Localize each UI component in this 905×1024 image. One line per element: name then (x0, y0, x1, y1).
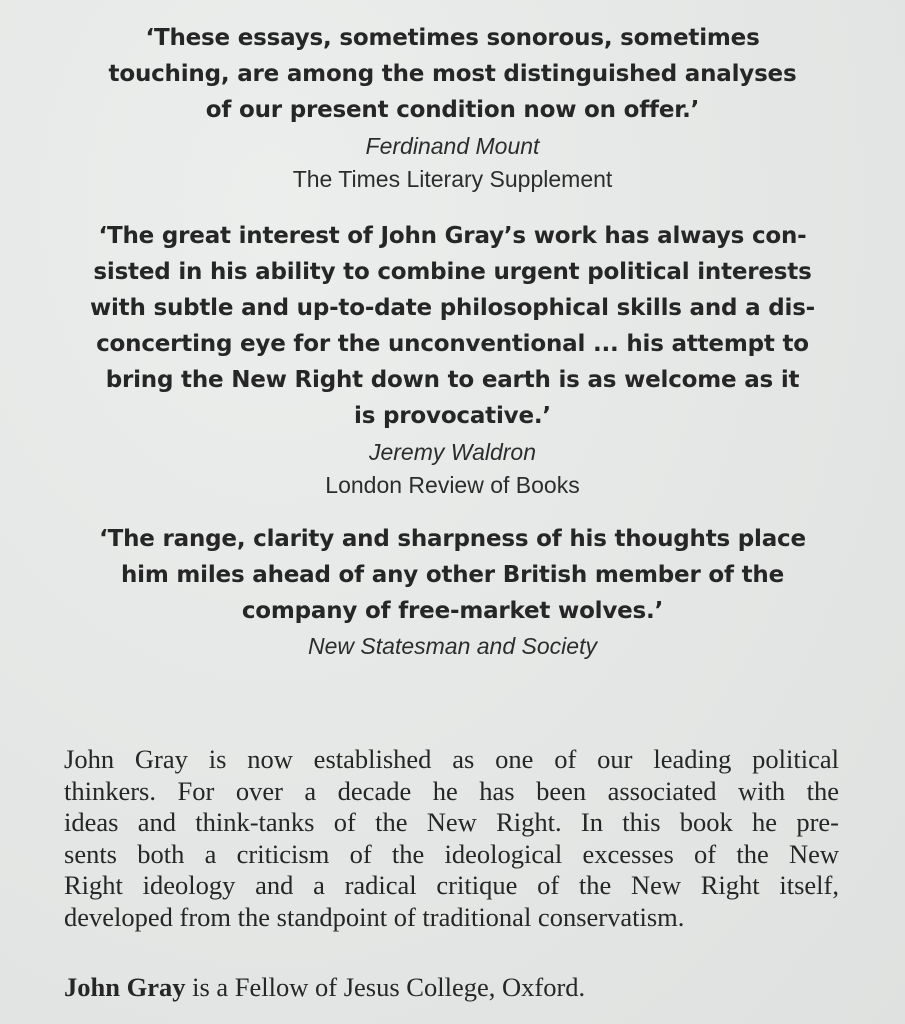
description-line: John Gray is now established as one of our leading political (64, 744, 839, 774)
description-line: developed from the standpoint of traditional conservatism. (64, 901, 685, 932)
author-bio (64, 972, 585, 1004)
review-author: Ferdinand Mount (365, 133, 540, 159)
quote-line: bring the New Right down to earth is as welcome as it (105, 367, 800, 393)
quote-line: company of free-market wolves.’ (241, 598, 664, 624)
review-publication: London Review of Books (325, 472, 580, 498)
quote-line: is provocative.’ (354, 403, 551, 429)
quote-line: touching, are among the most distinguished analyses (108, 61, 797, 87)
review-quote (40, 218, 865, 434)
quote-line: concerting eye for the unconventional ... his attempt to (96, 331, 809, 357)
quote-line: ‘The great interest of John Gray’s work has always con- (98, 223, 807, 249)
review-author: Jeremy Waldron (368, 439, 537, 465)
quote-line: ‘The range, clarity and sharpness of his thoughts place (99, 526, 806, 552)
description-line: thinkers. For over a decade he has been associated with the (64, 775, 839, 806)
review-ferdinand-mount (40, 20, 865, 196)
quote-line: sisted in his ability to combine urgent political interests (93, 259, 812, 285)
review-quote (40, 521, 865, 629)
quote-line: with subtle and up-to-date philosophical skills and a dis- (89, 295, 816, 321)
quote-line: ‘These essays, sometimes sonorous, sometimes (145, 25, 760, 51)
quote-line: of our present condition now on offer.’ (205, 97, 700, 123)
review-publication: The Times Literary Supplement (292, 166, 613, 192)
author-bio-text: is a Fellow of Jesus College, Oxford. (185, 972, 586, 1002)
review-new-statesman (40, 521, 865, 663)
book-description (64, 744, 839, 933)
review-quote (40, 20, 865, 128)
description-line: Right ideology and a radical critique of the New Right itself, (64, 870, 839, 900)
review-publication: New Statesman and Society (308, 633, 597, 659)
author-name: John Gray (64, 972, 186, 1002)
review-jeremy-waldron (40, 218, 865, 502)
description-line: ideas and think-tanks of the New Right. In this book he pre- (64, 807, 839, 837)
description-line: sents both a criticism of the ideological excesses of the New (64, 838, 839, 869)
quote-line: him miles ahead of any other British member of the (120, 562, 784, 588)
